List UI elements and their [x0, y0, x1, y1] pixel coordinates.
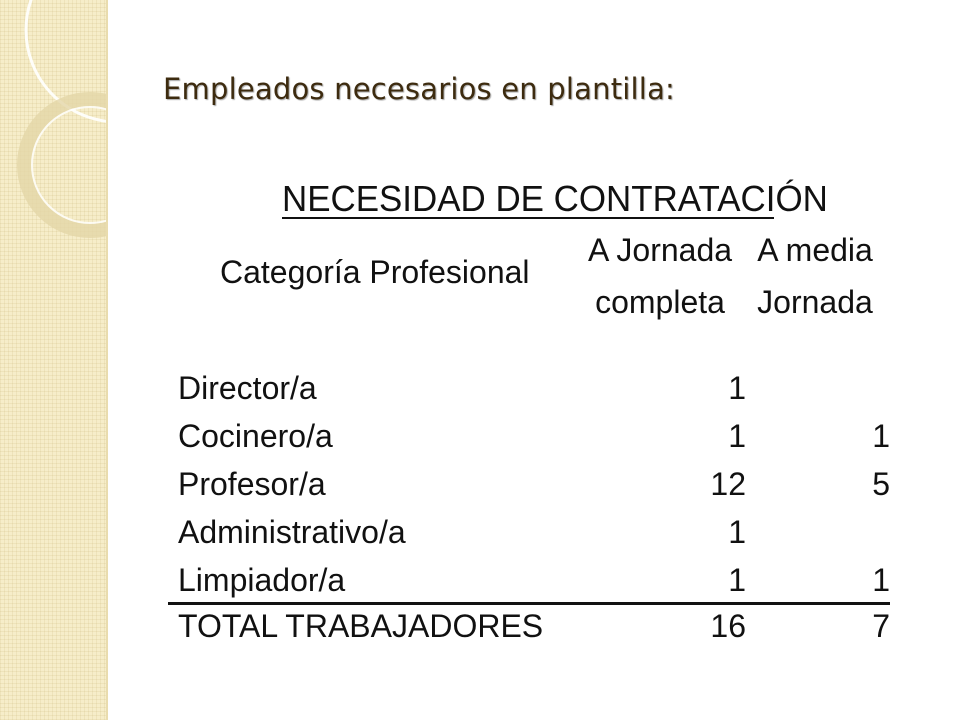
column-header-full-time [578, 224, 742, 328]
total-label: TOTAL TRABAJADORES [178, 608, 544, 644]
row-full-time: 1 [728, 370, 746, 406]
table-title-underline [282, 217, 774, 219]
row-category: Director/a [178, 370, 317, 406]
row-category: Limpiador/a [178, 562, 346, 598]
total-half-time: 7 [872, 608, 890, 644]
row-half-time: 5 [872, 466, 890, 502]
slide-title: Empleados necesarios en plantilla: [163, 72, 676, 106]
column-header-full-time-line2: completa [595, 284, 725, 320]
row-full-time: 1 [728, 562, 746, 598]
decorative-circles [0, 0, 106, 260]
decorative-side-band [0, 0, 108, 720]
table-title: NECESIDAD DE CONTRATACIÓN [282, 178, 828, 219]
staffing-table [168, 172, 890, 652]
total-row [178, 608, 888, 652]
column-header-half-time [750, 224, 880, 328]
row-half-time: 1 [872, 418, 890, 454]
row-category: Profesor/a [178, 466, 326, 502]
table-row [178, 562, 888, 606]
table-row [178, 370, 888, 414]
row-category: Administrativo/a [178, 514, 406, 550]
row-full-time: 12 [710, 466, 746, 502]
row-full-time: 1 [728, 418, 746, 454]
total-separator-line [168, 602, 890, 605]
row-category: Cocinero/a [178, 418, 333, 454]
total-full-time: 16 [710, 608, 746, 644]
row-full-time: 1 [728, 514, 746, 550]
column-header-category: Categoría Profesional [220, 254, 530, 290]
column-header-full-time-line1: A Jornada [587, 232, 733, 268]
table-row [178, 514, 888, 558]
row-half-time: 1 [872, 562, 890, 598]
column-header-half-time-line2: Jornada [757, 284, 873, 320]
column-header-half-time-line1: A media [757, 232, 873, 268]
table-row [178, 466, 888, 510]
table-row [178, 418, 888, 462]
